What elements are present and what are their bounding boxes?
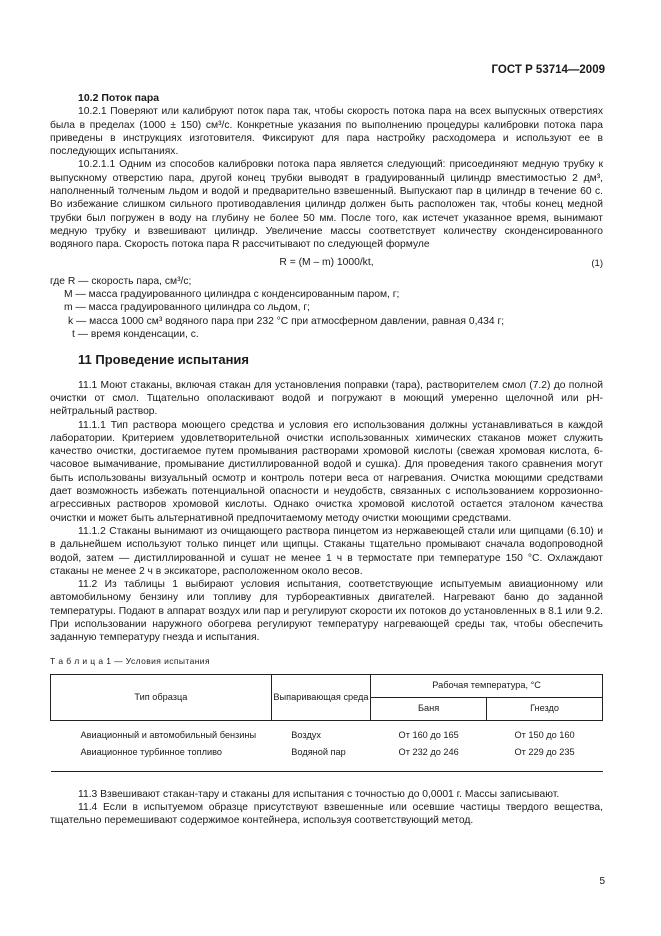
spacer: [50, 772, 603, 780]
paragraph-11-1-1: 11.1.1 Тип раствора моющего средства и условия его использования должны устанавливаться в каждой лаборатории. Критерием удовлетворительной очистки использованных химических стаканов может служить качество очистки, достигаемое путем промывания растворами хромовой кислоты (свежая хромовая кислота, 6-часовое вымачивание, промывание дистиллированной водой и сушка). Для проведения такого сравнения могут быть использованы визуальный осмотр и контроль потери веса от нагревания. Очистка моющими средствами дает возможность избежать потенциальной опасности и неудобств, связанных с использованием коррозионно-агрессивных растворов хромовой кислоты. Однако очистка хромовой кислотой остается эталоном качества очистки и может быть альтернативной предпочитаемому методу очистки моющими средствами.: [50, 419, 603, 524]
definition-k: k — масса 1000 см³ водяного пара при 232 °С при атмосферном давлении, равная 0,434 г;: [68, 315, 505, 327]
cell-nest: От 150 до 160: [514, 729, 575, 740]
formula-number: (1): [591, 257, 603, 269]
paragraph-10-2-1: 10.2.1 Поверяют или калибруют поток пара так, чтобы скорость потока пара на всех выпускных отверстиях была в пределах (1000 ± 150) см³/с. Конкретные указания по выполнению процедуры калибровки потока пара приведены в инструкциях изготовителя. Фиксируют для пара настройку расходомера и используют ее в последующих испытаниях.: [50, 106, 603, 158]
table-bottom-rule: [51, 761, 603, 772]
header-sample-type: Тип образца: [51, 674, 272, 720]
formula-expression: R = (M – m) 1000/kt,: [279, 256, 374, 268]
cell-bath: От 160 до 165: [398, 729, 459, 740]
header-work-temp: Рабочая температура, °С: [371, 674, 603, 697]
paragraph-11-1-2: 11.1.2 Стаканы вынимают из очищающего раствора пинцетом из нержавеющей стали или щипцами (6.10) и в дальнейшем используют только пинцет или щипцы. Стаканы тщательно промывают сначала водопроводной водой, затем — дистиллированной и сушат не менее 1 ч в термостате при температуре 150 °С. Охлаждают стаканы не менее 2 ч в эксикаторе, расположенном около весов.: [50, 525, 603, 577]
page-number: 5: [599, 876, 605, 887]
header-nest: Гнездо: [487, 697, 603, 720]
definition-m-upper: M — масса градуированного цилиндра с конденсированным паром, г;: [64, 289, 400, 301]
document-body: [50, 92, 603, 828]
header-medium: Выпаривающая среда: [271, 674, 370, 720]
table-caption: Т а б л и ц а 1 — Условия испытания: [50, 655, 210, 666]
document-header: ГОСТ Р 53714—2009: [491, 64, 605, 76]
definition-r: где R — скорость пара, см³/с;: [50, 275, 192, 287]
section-11-title: 11 Проведение испытания: [78, 352, 249, 368]
cell-sample: Авиационное турбинное топливо: [80, 746, 222, 757]
cell-sample: Авиационный и автомобильный бензины: [80, 729, 257, 740]
formula-1: [50, 256, 603, 269]
paragraph-11-2: 11.2 Из таблицы 1 выбирают условия испытания, соответствующие испытуемым авиационному или автомобильному бензину или топливу для турбореактивных двигателей. Нагревают баню до заданной температуры. Подают в аппарат воздух или пар и регулируют скорости их потоков до установленных в 8.1 или 9.2. При использовании наружного обогрева регулируют температуру нагревающей среды так, чтобы обеспечить заданную температуру гнезда и испытания.: [50, 579, 603, 644]
cell-nest: От 229 до 235: [514, 746, 575, 757]
section-10-2-title: 10.2 Поток пара: [78, 92, 160, 104]
paragraph-11-1: 11.1 Моют стаканы, включая стакан для установления поправки (тара), растворителем смол (7.2) до полной очистки от смол. Тщательно ополаскивают водой и погружают в моющий умеренно щелочной или pH-нейтральный раствор.: [50, 379, 603, 418]
cell-medium: Водяной пар: [291, 746, 346, 757]
paragraph-11-3: 11.3 Взвешивают стакан-тару и стаканы для испытания с точностью до 0,0001 г. Массы записывают.: [78, 788, 560, 800]
paragraph-10-2-1-1: 10.2.1.1 Одним из способов калибровки потока пара является следующий: присоединяют медную трубку к выпускному отверстию пара, другой конец трубки выводят в градуированный цилиндр вместимостью 2 дм³, наполненный толченым льдом и водой и предварительно взвешенный. Выпускают пар в цилиндр в течение 60 с. Во избежание слишком сильного противодавления цилиндр должен быть расположен так, чтобы конец медной трубки был погружен в воду на глубину не более 50 мм. После того, как истечет указанное время, вынимают медную трубку и взвешивают цилиндр. Увеличение массы соответствует количеству сконденсированного водяного пара. Скорость потока пара R рассчитывают по следующей формуле: [50, 159, 603, 251]
header-bath: Баня: [371, 697, 487, 720]
paragraph-11-4: 11.4 Если в испытуемом образце присутствуют взвешенные или осевшие частицы твердого вещества, тщательно перемешивают содержимое контейнера, используя соответствующий метод.: [50, 802, 603, 827]
spacer: [50, 780, 603, 788]
cell-bath: От 232 до 246: [398, 746, 459, 757]
table-row: [51, 720, 603, 744]
cell-medium: Воздух: [291, 729, 321, 740]
definition-t: t — время конденсации, с.: [72, 329, 199, 341]
table-row: [51, 744, 603, 761]
test-conditions-table: [50, 674, 603, 772]
definition-m-lower: m — масса градуированного цилиндра со льдом, г;: [64, 302, 310, 314]
